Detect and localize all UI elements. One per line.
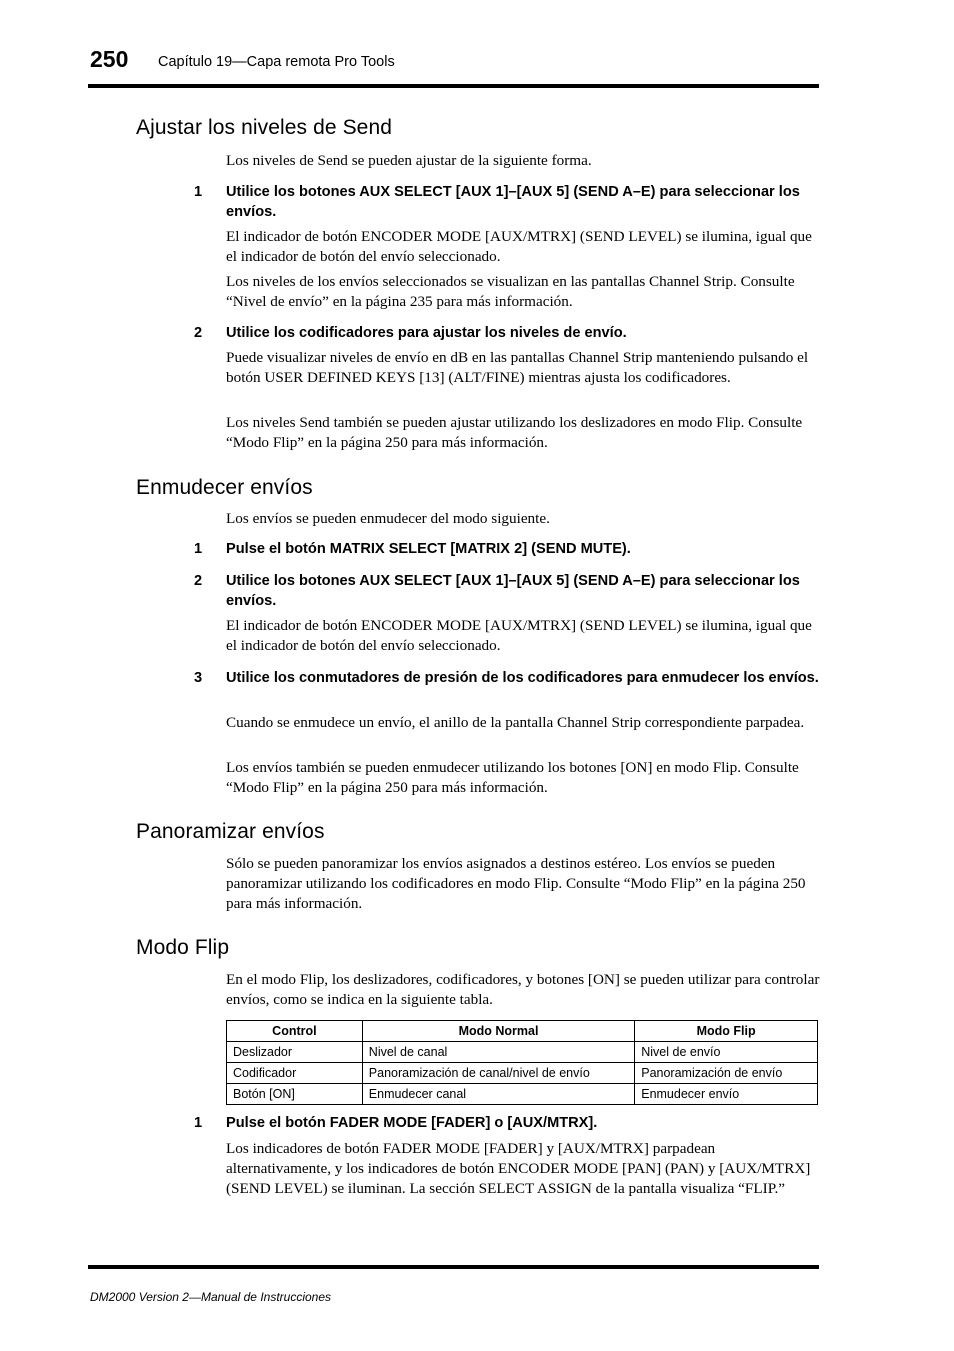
column-header-flip-mode: Modo Flip [635,1021,818,1042]
table-cell: Panoramización de envío [635,1063,818,1084]
paragraph: Puede visualizar niveles de envío en dB en las pantallas Channel Strip manteniendo pulsando el botón USER DEFINED KEYS [13] (ALT/FINE) mientras ajusta los codificadores. [226,349,809,386]
step-text: Utilice los codificadores para ajustar los niveles de envío. [226,325,627,341]
step-text: Utilice los botones AUX SELECT [AUX 1]–[AUX 5] (SEND A–E) para seleccionar los envíos. [226,573,800,609]
step-text: Pulse el botón FADER MODE [FADER] o [AUX/MTRX]. [226,1115,598,1131]
step-number: 2 [194,325,203,341]
step-text: Pulse el botón MATRIX SELECT [MATRIX 2] (SEND MUTE). [226,541,631,557]
table-cell: Nivel de canal [362,1042,634,1063]
page-number: 250 [90,46,129,72]
step-number: 3 [194,670,203,686]
footer-rule [88,1265,819,1269]
table-cell: Codificador [227,1063,363,1084]
paragraph: En el modo Flip, los deslizadores, codificadores, y botones [ON] se pueden utilizar para controlar envíos, como se indica en la siguiente tabla. [226,971,820,1008]
step-number: 1 [194,541,203,557]
table-row [227,1042,818,1063]
table-cell: Enmudecer canal [362,1084,634,1105]
step-item [194,539,820,559]
step-number: 1 [194,184,203,200]
table-cell: Nivel de envío [635,1042,818,1063]
section-title-flip-mode: Modo Flip [136,936,230,959]
table-cell: Deslizador [227,1042,363,1063]
paragraph: Los niveles de los envíos seleccionados se visualizan en las pantallas Channel Strip. Consulte “Nivel de envío” en la página 235 para más información. [226,273,795,310]
step-item [194,668,820,688]
paragraph: Los indicadores de botón FADER MODE [FADER] y [AUX/MTRX] parpadean alternativamente, y los indicadores de botón ENCODER MODE [PAN] (PAN) y [AUX/MTRX] (SEND LEVEL) se iluminan. La sección SELECT ASSIGN de la pantalla visualiza “FLIP.” [226,1140,811,1197]
step-text: Utilice los conmutadores de presión de los codificadores para enmudecer los envíos. [226,670,819,686]
table-row [227,1084,818,1105]
step-item [194,323,820,343]
chapter-title: Capítulo 19—Capa remota Pro Tools [158,54,395,70]
footer-text: DM2000 Version 2—Manual de Instrucciones [90,1290,332,1304]
flip-mode-table [226,1020,818,1105]
column-header-control: Control [227,1021,363,1042]
paragraph: Los envíos se pueden enmudecer del modo siguiente. [226,510,550,527]
paragraph: Cuando se enmudece un envío, el anillo de la pantalla Channel Strip correspondiente parpadea. [226,714,805,731]
paragraph: Los niveles de Send se pueden ajustar de la siguiente forma. [226,152,592,169]
step-number: 2 [194,573,203,589]
paragraph: Sólo se pueden panoramizar los envíos asignados a destinos estéreo. Los envíos se pueden panoramizar utilizando los codificadores en modo Flip. Consulte “Modo Flip” en la página 250 para más información. [226,855,806,912]
table-row [227,1063,818,1084]
table-cell: Botón [ON] [227,1084,363,1105]
paragraph: El indicador de botón ENCODER MODE [AUX/MTRX] (SEND LEVEL) se ilumina, igual que el indicador de botón del envío seleccionado. [226,228,812,265]
section-title-pan-sends: Panoramizar envíos [136,820,325,843]
step-item [194,182,820,222]
paragraph: Los envíos también se pueden enmudecer utilizando los botones [ON] en modo Flip. Consulte “Modo Flip” en la página 250 para más información. [226,759,799,796]
step-item [194,571,820,611]
section-title-send-levels: Ajustar los niveles de Send [136,116,393,139]
paragraph: Los niveles Send también se pueden ajustar utilizando los deslizadores en modo Flip. Consulte “Modo Flip” en la página 250 para más información. [226,414,803,451]
table-header-row [227,1021,818,1042]
table-cell: Enmudecer envío [635,1084,818,1105]
column-header-normal-mode: Modo Normal [362,1021,634,1042]
table-cell: Panoramización de canal/nivel de envío [362,1063,634,1084]
step-item [194,1113,820,1133]
step-text: Utilice los botones AUX SELECT [AUX 1]–[AUX 5] (SEND A–E) para seleccionar los envíos. [226,184,800,220]
section-title-mute-sends: Enmudecer envíos [136,476,313,499]
paragraph: El indicador de botón ENCODER MODE [AUX/MTRX] (SEND LEVEL) se ilumina, igual que el indicador de botón del envío seleccionado. [226,617,812,654]
step-number: 1 [194,1115,203,1131]
page-header [88,44,819,88]
